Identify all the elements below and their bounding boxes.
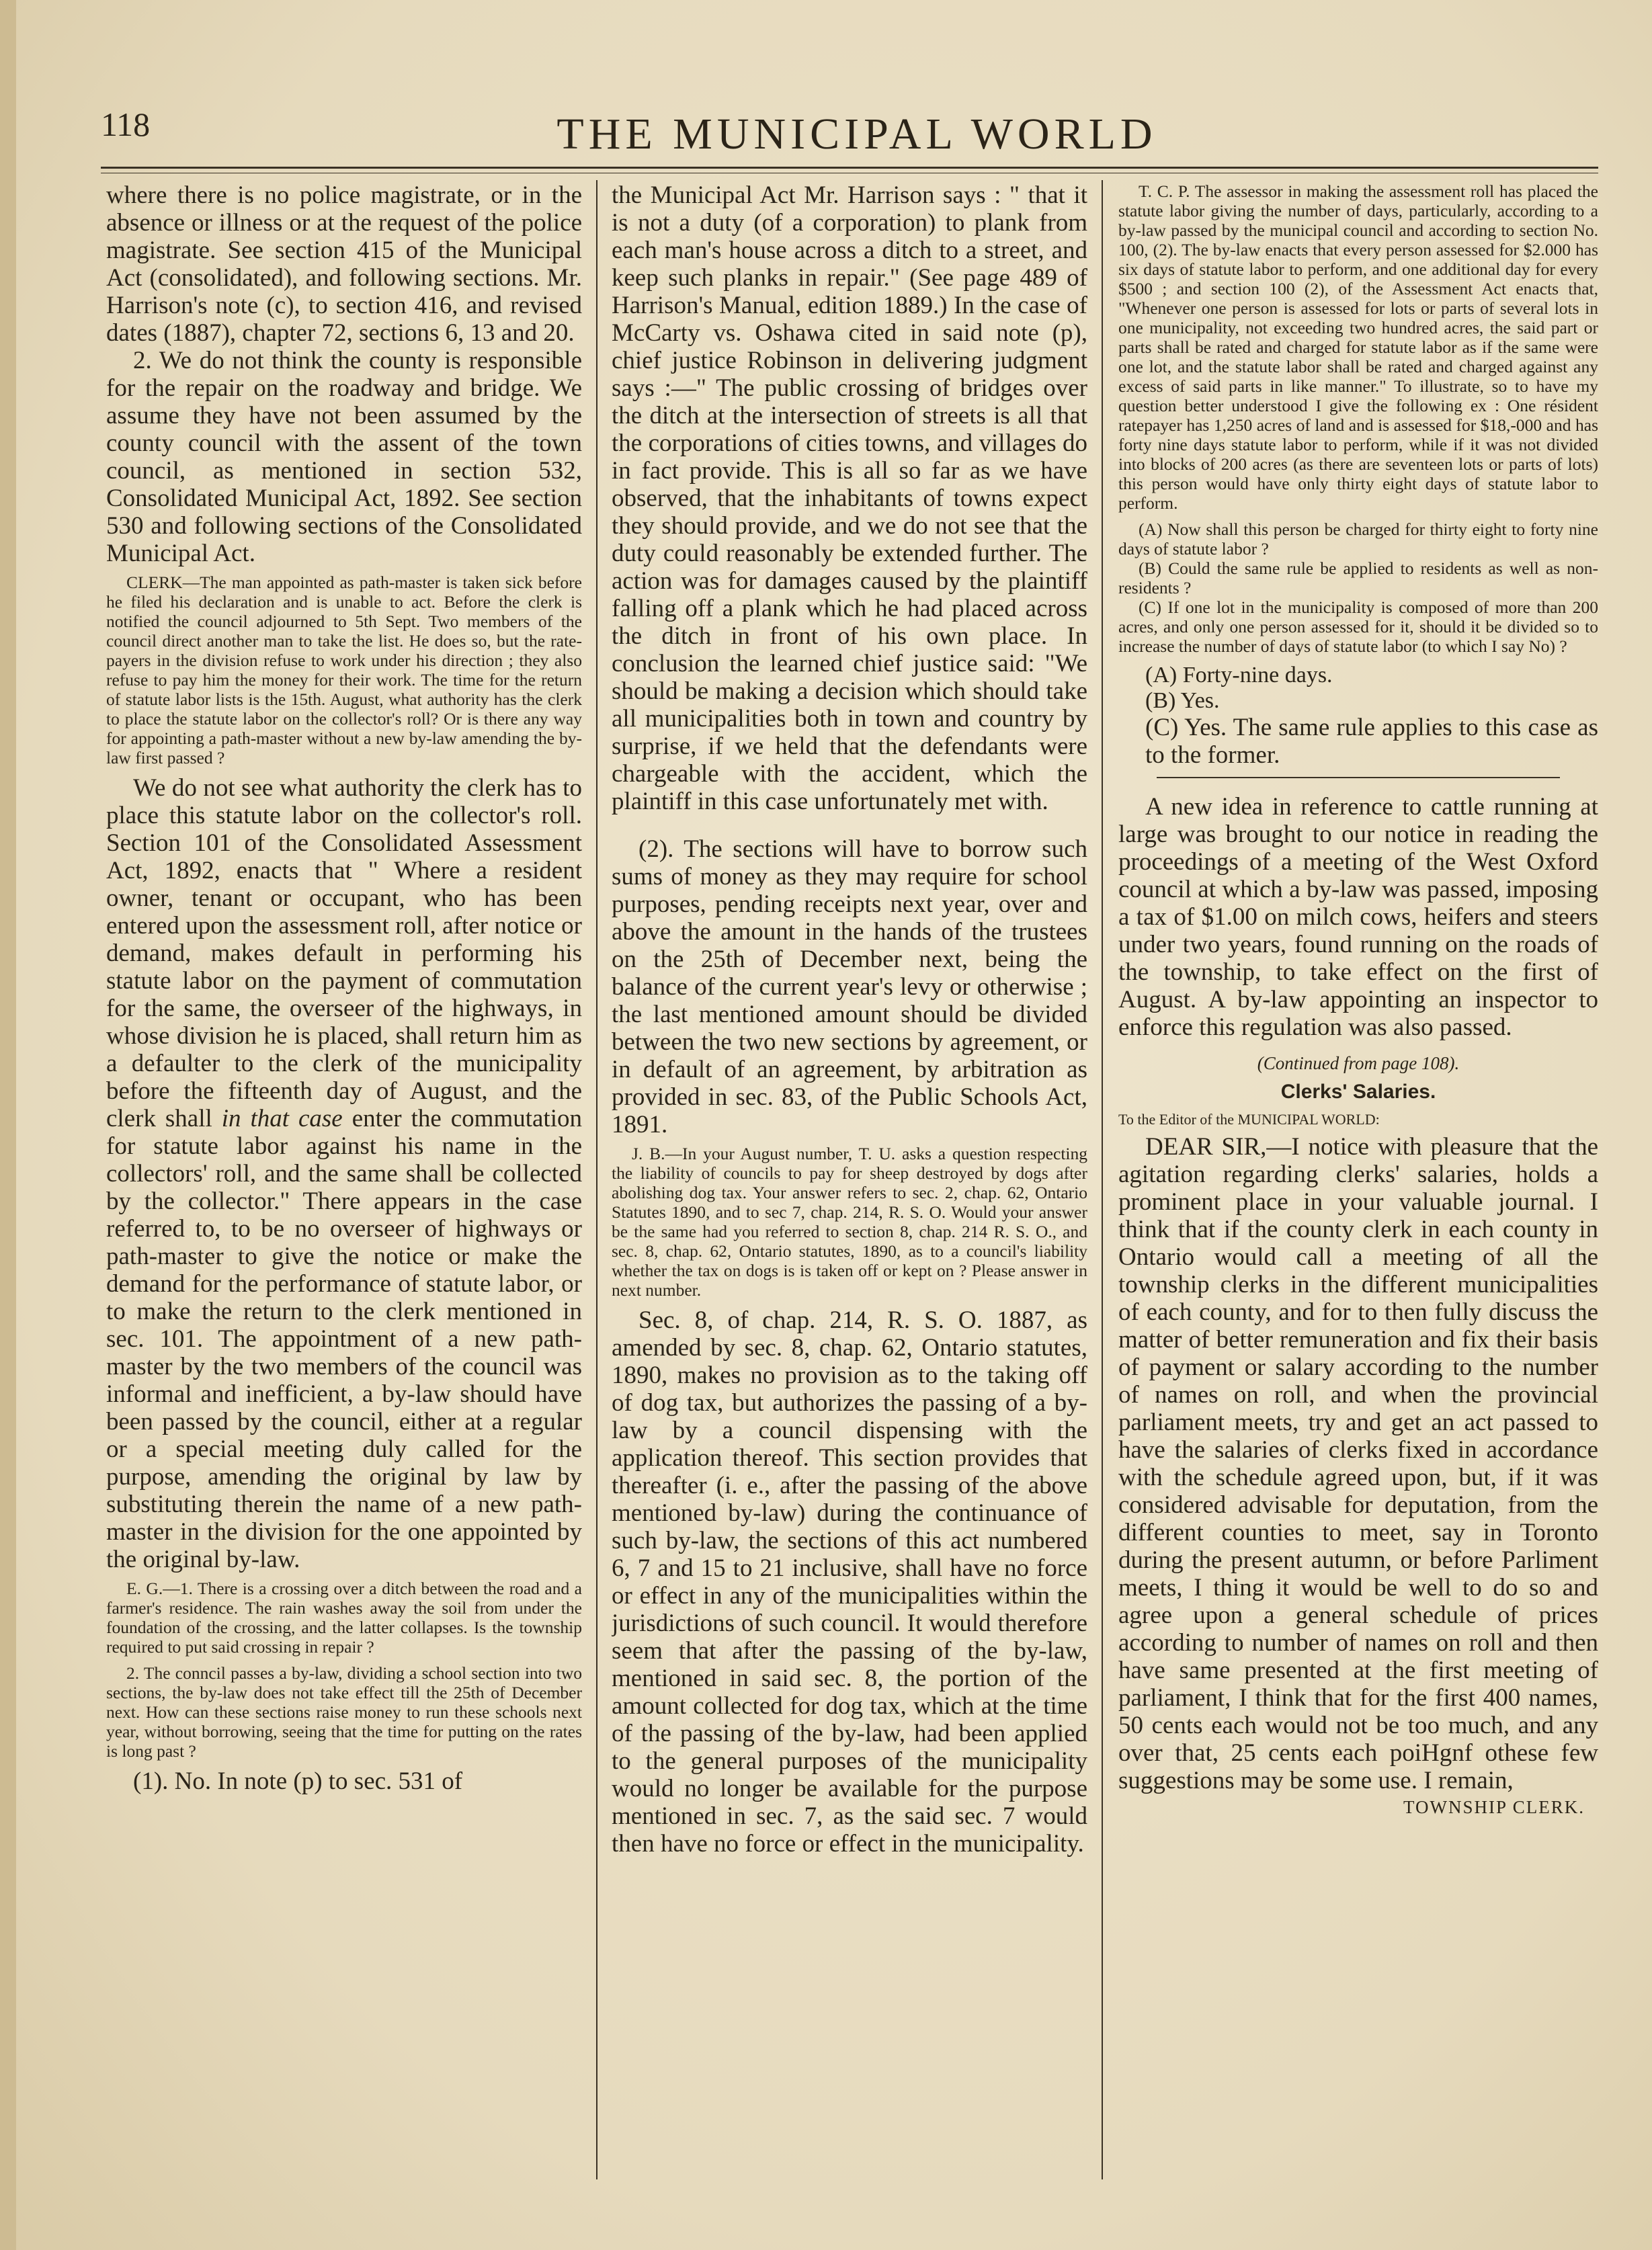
binding-edge <box>0 0 16 2250</box>
letter-body: DEAR SIR,—I notice with pleasure that the agitation regarding clerks' salaries, holds a prominent place in your valuable journal. I think that if the county clerk in each county in Ontario would call a meeting of all the township clerks in the different municipalities of each county, and for to then fully discuss the matter of better remuneration and fix their basis of payment or salary according to the number of names on roll, and when the provincial parliament meets, try and get an act passed to have the salaries of clerks fixed in accordance with the schedule agreed upon, but, if it was considered advisable for deputation, from the different counties to meet, say in Toronto during the present autumn, or before Parliment meets, I thing it would be well to do so and agree upon a general schedule of prices according to number of names on roll and then have same presented at the first meeting of parliament, I think that for the first 400 names, 50 cents each would not be too much, and any over that, 25 cents each poiHgnf othese few suggestions may be some use. I remain, <box>1118 1133 1598 1794</box>
emphasis-text: in that case <box>221 1105 343 1132</box>
answer-line: (C) Yes. The same rule applies to this case as to the former. <box>1145 714 1598 769</box>
reader-question: T. C. P. The assessor in making the assessment roll has placed the statute labor giving the number of days, particularly, according to a by-law passed by the municipal council and according to section No. 100, (2). The by-law enacts that every person assessed for $2.000 has six days of statute labor to perform, and one additional day for every $500 ; and section 100 (2), of the Assessment Act enacts that, "Whenever one person is assessed for lots or parts of several lots in one municipality, not exceeding two hundred acres, the said part or parts shall be rated and charged for statute labor as if the same were one lot, and the statute labor shall be rated and charged against any excess of said parts in like manner." To illustrate, so to have my question better understood I give the following ex : One résident ratepayer has 1,250 acres of land and is assessed for $18,-000 and has forty nine days statute labor to perform, while if it was not divided into blocks of 200 acres (as there are seventeen lots or parts of lots) this person would have only thirty eight days of statute labor to perform. <box>1118 181 1598 513</box>
answer-paragraph: where there is no police magistrate, or in the absence or illness or at the request of the police magistrate. See section 415 of the Municipal Act (consolidated), and following sections. Mr. Harrison's note (c), to section 416, and revised dates (1887), chapter 72, sections 6, 13 and 20. <box>106 181 582 347</box>
page-header <box>101 101 1613 161</box>
reader-question: (B) Could the same rule be applied to residents as well as non-residents ? <box>1118 558 1598 597</box>
letter-signature: TOWNSHIP CLERK. <box>1403 1797 1585 1817</box>
continued-note: (Continued from page 108). <box>1257 1053 1460 1073</box>
section-divider <box>1157 777 1560 778</box>
header-rule <box>101 167 1598 169</box>
article-heading: Clerks' Salaries. <box>1280 1081 1436 1103</box>
page-number: 118 <box>101 106 151 143</box>
spacer <box>612 815 1087 835</box>
column-3 <box>1118 181 1598 2181</box>
answer-paragraph: 2. We do not think the county is responsible for the repair on the roadway and bridge. We assume they have not been assumed by the county council with the assent of the town council, as mentioned in section 532, Consolidated Municipal Act, 1892. See section 530 and following sections of the Consolidated Municipal Act. <box>106 347 582 567</box>
column-divider <box>596 180 597 2179</box>
answer-text: enter the commutation for statute labor against his name in the collectors' roll, and the same shall be collected by the collector." There appears in the case referred to, to be no overseer of highways or path-master to give the notice or make the demand for the performance of statute labor, or to make the return to the clerk mentioned in sec. 101. The appointment of a new path-master by the two members of the council was informal and inefficient, a by-law should have been passed by the council, either at a regular or a special meeting duly called for the purpose, amending the original by law by substituting therein the name of a new path-master in the division for the one appointed by the original by-law. <box>106 1105 582 1573</box>
reader-question: (C) If one lot in the municipality is composed of more than 200 acres, and only one person assessed for it, should it be divided so to increase the number of days of statute labor (to which I say No) ? <box>1118 597 1598 656</box>
masthead-title: THE MUNICIPAL WORLD <box>556 110 1157 159</box>
column-1 <box>106 181 582 2181</box>
answer-text: We do not see what authority the clerk has to place this statute labor on the collector's roll. Section 101 of the Consolidated Assessment Act, 1892, enacts that " Where a resident owner, tenant or occupant, who has been entered upon the assessment roll, after notice or demand, makes default in performing his statute labor on the payment of commutation for the same, the overseer of the highways, in whose division he is placed, shall return him as a defaulter to the clerk of the municipality before the fifteenth day of August, and the clerk shall <box>106 774 582 1132</box>
salutation-line: To the Editor of the MUNICIPAL WORLD: <box>1118 1111 1380 1128</box>
news-paragraph: A new idea in reference to cattle running at large was brought to our notice in reading the proceedings of a meeting of the West Oxford council at which a by-law was passed, imposing a tax of $1.00 on milch cows, heifers and steers under two years, found running on the roads of the township, to take effect on the first of August. A by-law appointing an inspector to enforce this regulation was also passed. <box>1118 793 1598 1041</box>
answer-line: (A) Forty-nine days. <box>1145 663 1333 688</box>
reader-question: E. G.—1. There is a crossing over a ditch between the road and a farmer's residence. The rain washes away the soil from under the foundation of the crossing, and the latter collapses. Is the township required to put said crossing in repair ? <box>106 1579 582 1657</box>
answer-paragraph: the Municipal Act Mr. Harrison says : " that it is not a duty (of a corporation) to plank from each man's house across a ditch to a street, and keep such planks in repair." (See page 489 of Harrison's Manual, edition 1889.) In the case of McCarty vs. Oshawa cited in said note (p), chief justice Robinson in delivering judgment says :—" The public crossing of bridges over the ditch at the intersection of streets is all that the corporations of cities towns, and villages do in fact provide. This is all so far as we have observed, that the inhabitants of towns expect they should provide, and we do not see that the duty could reasonably be extended further. The action was for damages caused by the plaintiff falling off a plank which he had placed across the ditch in front of his own place. In conclusion the learned chief justice said: "We should be making a decision which should take all municipalities both in town and country by surprise, if we held that the defendants were chargeable with the accident, which the plaintiff in this case unfortunately met with. <box>612 181 1087 815</box>
reader-question: 2. The conncil passes a by-law, dividing a school section into two sections, the by-law does not take effect till the 25th of December next. How can these sections raise money to run these schools next year, without borrowing, seeing that the time for putting on the rates is long past ? <box>106 1663 582 1761</box>
reader-question: (A) Now shall this person be charged for thirty eight to forty nine days of statute labor ? <box>1118 519 1598 558</box>
answer-paragraph <box>106 774 582 1573</box>
column-2 <box>612 181 1087 2181</box>
reader-question: CLERK—The man appointed as path-master is taken sick before he filed his declaration and is unable to act. Before the clerk is notified the council adjourned to 5th Sept. Two members of the council direct another man to take the list. He does so, but the rate-payers in the division refuse to work under his direction ; they also refuse to pay him the money for their work. The time for the return of statute labor lists is the 15th. August, what authority has the clerk to place the statute labor on the collector's roll? Or is there any way for appointing a path-master without a new by-law amending the by-law first passed ? <box>106 573 582 767</box>
answer-line: (B) Yes. <box>1145 688 1220 713</box>
answer-paragraph: (1). No. In note (p) to sec. 531 of <box>133 1767 463 1795</box>
column-divider <box>1102 180 1103 2179</box>
reader-question: J. B.—In your August number, T. U. asks a question respecting the liability of councils to pay for sheep destroyed by dogs after abolishing dog tax. Your answer refers to sec. 2, chap. 62, Ontario Statutes 1890, and to sec 7, chap. 214, R. S. O. Would your answer be the same had you referred to section 8, chap. 214 R. S. O., and sec. 8, chap. 62, Ontario statutes, 1890, as to a council's liability whether the tax on dogs is is taken off or kept on ? Please answer in next number. <box>612 1144 1087 1300</box>
answer-paragraph: Sec. 8, of chap. 214, R. S. O. 1887, as amended by sec. 8, chap. 62, Ontario statutes, 1890, makes no provision as to the taking off of dog tax, but authorizes the passing of a by-law by a council dispensing with the application thereof. This section provides that thereafter (i. e., after the passing of the above mentioned by-law) during the continuance of such by-law, the sections of this act numbered 6, 7 and 15 to 21 inclusive, shall have no force or effect in any of the municipalities within the jurisdictions of such council. It would therefore seem that after the passing of the by-law, mentioned in said sec. 8, the portion of the amount collected for dog tax, which at the time of the passing of the by-law, had been applied to the general purposes of the municipality would no longer be available for the purpose mentioned in sec. 7, as the said sec. 7 would then have no force or effect in the municipality. <box>612 1306 1087 1858</box>
answer-paragraph: (2). The sections will have to borrow such sums of money as they may require for school purposes, pending receipts next year, over and above the amount in the hands of the trustees on the 25th of December next, being the balance of the current year's levy or otherwise ; the last mentioned amount should be divided between the two new sections by agreement, or in default of an agreement, by arbitration as provided in sec. 83, of the Public Schools Act, 1891. <box>612 835 1087 1138</box>
